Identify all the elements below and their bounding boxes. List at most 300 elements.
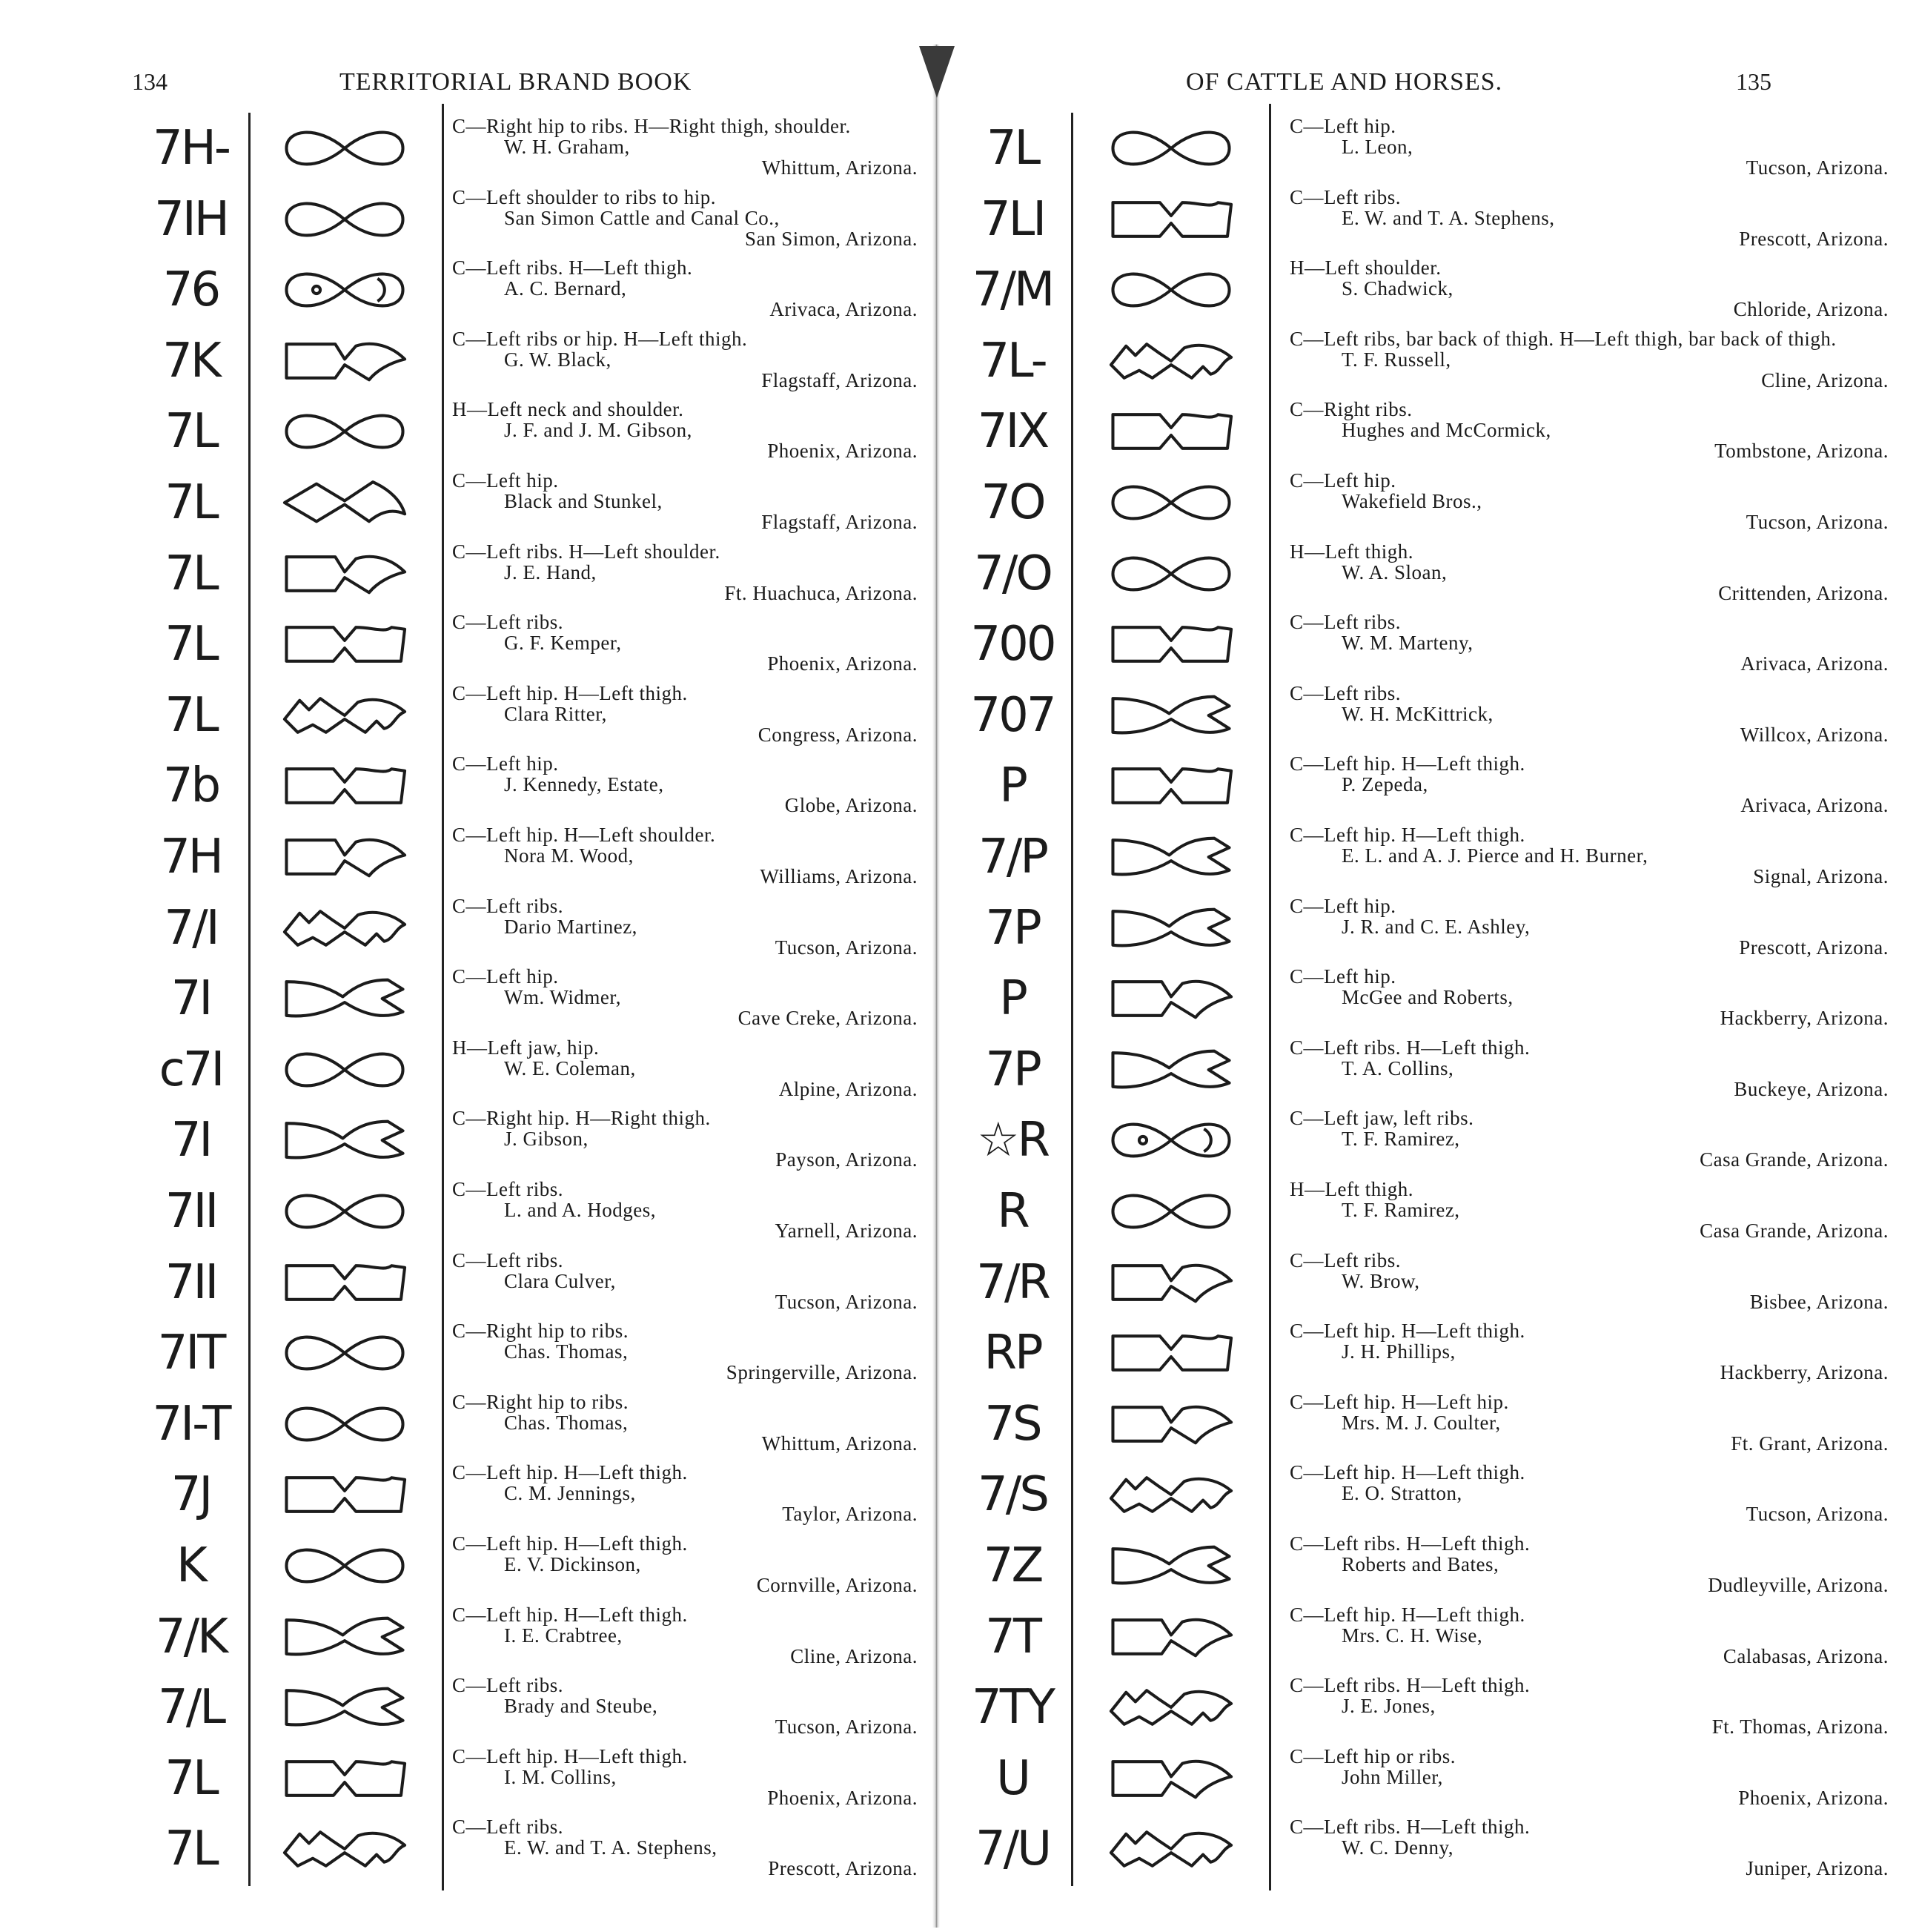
brand-entry	[934, 1813, 1916, 1885]
brand-description	[1290, 896, 1897, 958]
brand-description	[1290, 470, 1897, 532]
brand-letters: 7/K	[155, 1609, 227, 1664]
brand-owner: Chas. Thomas,	[504, 1411, 629, 1434]
brand-owner: Nora M. Wood,	[504, 844, 634, 867]
brand-entry	[0, 963, 934, 1034]
brand-mark-icon	[1075, 1176, 1267, 1247]
brand-place: Tucson, Arizona.	[1746, 511, 1889, 533]
brand-description	[452, 541, 926, 603]
brand-entry	[934, 184, 1916, 255]
brand-mark-icon	[1075, 821, 1267, 893]
brand-mark-icon	[1075, 1672, 1267, 1743]
brand-letters: 7/U	[975, 1822, 1050, 1877]
brand-entry	[934, 609, 1916, 680]
brand-description	[452, 753, 926, 816]
brand-entry	[934, 963, 1916, 1034]
brand-letters: 7T	[985, 1609, 1040, 1664]
brand-location-desc: C—Left hip. H—Left thigh.	[1290, 1461, 1525, 1484]
brand-location-desc: C—Left hip. H—Left hip.	[1290, 1390, 1509, 1413]
brand-place: Payson, Arizona.	[775, 1148, 918, 1171]
brand-mark-icon	[252, 1459, 437, 1530]
brand-owner: Wm. Widmer,	[504, 986, 622, 1009]
brand-place: Arivaca, Arizona.	[1740, 652, 1889, 675]
brand-owner: W. M. Marteny,	[1342, 632, 1474, 655]
brand-letters: 7/O	[974, 546, 1051, 601]
brand-entry	[0, 609, 934, 680]
brand-entry	[934, 1247, 1916, 1318]
brand-letters: 7L	[165, 475, 217, 530]
brand-letters: 7TY	[972, 1680, 1053, 1736]
brand-place: Arivaca, Arizona.	[769, 298, 918, 321]
brand-owner: A. C. Bernard,	[504, 277, 627, 300]
brand-description	[1290, 753, 1897, 816]
brand-owner: I. E. Crabtree,	[504, 1624, 623, 1647]
brand-location-desc: C—Right ribs.	[1290, 398, 1413, 421]
brand-mark-icon	[252, 1601, 437, 1673]
brand-owner: Brady and Steube,	[504, 1695, 658, 1718]
brand-place: Signal, Arizona.	[1753, 865, 1889, 887]
brand-letters: 700	[970, 617, 1055, 672]
brand-owner: E. O. Stratton,	[1342, 1482, 1462, 1505]
brand-entry	[0, 1389, 934, 1460]
brand-mark-icon	[252, 396, 437, 467]
brand-mark-icon	[1075, 467, 1267, 538]
brand-letters: 7/L	[158, 1680, 224, 1736]
brand-place: Prescott, Arizona.	[768, 1857, 918, 1880]
brand-location-desc: H—Left thigh.	[1290, 1178, 1413, 1200]
brand-location-desc: C—Left ribs.	[1290, 1248, 1401, 1271]
brand-mark-icon	[252, 963, 437, 1034]
brand-place: Willcox, Arizona.	[1740, 723, 1889, 746]
brand-location-desc: C—Left ribs, bar back of thigh. H—Left thigh, bar back of thigh.	[1290, 327, 1837, 350]
brand-location-desc: C—Left ribs.	[1290, 611, 1401, 634]
brand-location-desc: C—Left hip. H—Left shoulder.	[452, 824, 716, 846]
brand-place: Cline, Arizona.	[1761, 368, 1889, 391]
brand-mark-icon	[1075, 750, 1267, 821]
brand-owner: E. V. Dickinson,	[504, 1553, 641, 1575]
brand-letters: ☆R	[977, 1113, 1048, 1168]
brand-owner: Dario Martinez,	[504, 915, 637, 938]
brand-mark-icon	[252, 893, 437, 964]
brand-owner: Hughes and McCormick,	[1342, 419, 1551, 442]
brand-owner: J. Gibson,	[504, 1128, 589, 1151]
brand-place: Phoenix, Arizona.	[767, 1786, 918, 1809]
brand-place: Crittenden, Arizona.	[1718, 581, 1889, 604]
brand-mark-icon	[1075, 184, 1267, 255]
brand-location-desc: C—Left ribs or hip. H—Left thigh.	[452, 327, 748, 350]
brand-description	[1290, 1462, 1897, 1524]
brand-mark-icon	[1075, 1813, 1267, 1885]
brand-place: Bisbee, Arizona.	[1749, 1290, 1889, 1313]
brand-location-desc: C—Left ribs. H—Left thigh.	[1290, 1532, 1531, 1555]
brand-description	[1290, 1533, 1897, 1595]
brand-letters: 7Z	[983, 1538, 1042, 1593]
brand-description	[452, 683, 926, 745]
brand-description	[452, 896, 926, 958]
left-page-number: 134	[132, 68, 168, 95]
brand-mark-icon	[252, 538, 437, 609]
brand-owner: J. Kennedy, Estate,	[504, 773, 664, 796]
brand-location-desc: C—Left ribs. H—Left thigh.	[1290, 1036, 1531, 1059]
brand-mark-icon	[252, 680, 437, 751]
brand-owner: Roberts and Bates,	[1342, 1553, 1499, 1575]
brand-entry	[934, 254, 1916, 325]
brand-description	[1290, 612, 1897, 674]
brand-description	[1290, 824, 1897, 887]
brand-place: Calabasas, Arizona.	[1723, 1644, 1889, 1667]
brand-place: Cline, Arizona.	[790, 1644, 918, 1667]
brand-owner: Chas. Thomas,	[504, 1340, 629, 1363]
brand-entry	[0, 396, 934, 467]
brand-location-desc: C—Left hip.	[1290, 115, 1396, 137]
brand-location-desc: C—Left jaw, left ribs.	[1290, 1107, 1474, 1130]
brand-entry	[0, 893, 934, 964]
brand-location-desc: C—Right hip to ribs.	[452, 1320, 629, 1343]
brand-mark-icon	[1075, 680, 1267, 751]
brand-location-desc: C—Left ribs.	[452, 1248, 563, 1271]
brand-description	[1290, 1250, 1897, 1312]
brand-letters: 7/S	[978, 1467, 1047, 1523]
brand-place: Tucson, Arizona.	[775, 1290, 918, 1313]
brand-mark-icon	[252, 1176, 437, 1247]
brand-mark-icon	[1075, 113, 1267, 184]
brand-entry	[934, 1459, 1916, 1530]
brand-description	[452, 1179, 926, 1241]
brand-place: Globe, Arizona.	[784, 794, 918, 817]
brand-entry	[934, 1672, 1916, 1743]
brand-description	[1290, 541, 1897, 603]
brand-owner: W. C. Denny,	[1342, 1836, 1453, 1859]
brand-description	[452, 1462, 926, 1524]
brand-description	[1290, 966, 1897, 1028]
brand-entry	[0, 184, 934, 255]
brand-letters: 7/I	[164, 900, 218, 956]
brand-description	[452, 612, 926, 674]
brand-letters: K	[176, 1538, 205, 1593]
brand-owner: G. W. Black,	[504, 348, 611, 371]
brand-description	[1290, 1392, 1897, 1454]
brand-place: Tucson, Arizona.	[1746, 1503, 1889, 1526]
brand-description	[452, 1816, 926, 1879]
brand-location-desc: C—Left ribs.	[452, 1674, 563, 1697]
brand-location-desc: H—Left shoulder.	[1290, 257, 1442, 279]
brand-entry	[0, 1105, 934, 1176]
brand-description	[1290, 187, 1897, 249]
brand-letters: 7I	[170, 971, 211, 1027]
brand-place: Whittum, Arizona.	[761, 156, 918, 179]
brand-letters: R	[997, 1184, 1028, 1239]
brand-description	[452, 1037, 926, 1099]
brand-location-desc: C—Left ribs.	[1290, 681, 1401, 704]
brand-mark-icon	[1075, 1601, 1267, 1673]
brand-location-desc: C—Left ribs. H—Left shoulder.	[452, 540, 720, 563]
brand-owner: San Simon Cattle and Canal Co.,	[504, 206, 780, 229]
brand-entry	[934, 1601, 1916, 1673]
brand-mark-icon	[252, 254, 437, 325]
brand-entry	[0, 325, 934, 397]
brand-owner: J. E. Jones,	[1342, 1695, 1436, 1718]
brand-mark-icon	[1075, 1317, 1267, 1389]
brand-mark-icon	[1075, 1743, 1267, 1814]
brand-location-desc: C—Left hip. H—Left thigh.	[452, 681, 688, 704]
brand-owner: Black and Stunkel,	[504, 490, 663, 512]
brand-owner: T. A. Collins,	[1342, 1056, 1454, 1079]
brand-place: Hackberry, Arizona.	[1720, 1361, 1889, 1384]
brand-mark-icon	[252, 1034, 437, 1105]
left-page	[0, 0, 934, 1932]
brand-place: Tucson, Arizona.	[1746, 156, 1889, 179]
brand-location-desc: C—Left hip. H—Left thigh.	[452, 1532, 688, 1555]
brand-letters: 7L	[165, 1822, 217, 1877]
brand-place: Juniper, Arizona.	[1746, 1857, 1889, 1880]
brand-mark-icon	[1075, 963, 1267, 1034]
brand-mark-icon	[252, 1530, 437, 1601]
brand-location-desc: C—Left hip.	[1290, 469, 1396, 492]
brand-location-desc: C—Right hip to ribs.	[452, 1390, 629, 1413]
brand-place: Yarnell, Arizona.	[775, 1220, 918, 1242]
brand-letters: 7II	[165, 1184, 217, 1239]
brand-owner: J. R. and C. E. Ashley,	[1342, 915, 1531, 938]
brand-entry	[0, 538, 934, 609]
brand-location-desc: C—Left hip. H—Left thigh.	[452, 1744, 688, 1767]
brand-letters: 7IH	[154, 191, 228, 247]
brand-place: Alpine, Arizona.	[778, 1077, 918, 1100]
brand-description	[452, 1604, 926, 1667]
brand-mark-icon	[1075, 893, 1267, 964]
brand-description	[1290, 257, 1897, 320]
brand-owner: W. H. Graham,	[504, 136, 630, 158]
brand-owner: J. E. Hand,	[504, 560, 597, 583]
brand-owner: E. W. and T. A. Stephens,	[1342, 206, 1555, 229]
brand-mark-icon	[252, 750, 437, 821]
brand-letters: 7L	[165, 404, 217, 460]
left-page-header: TERRITORIAL BRAND BOOK	[339, 68, 692, 96]
brand-entry	[934, 1176, 1916, 1247]
brand-mark-icon	[1075, 396, 1267, 467]
brand-entry	[934, 467, 1916, 538]
brand-description	[452, 257, 926, 320]
brand-letters: P	[999, 758, 1026, 814]
brand-entry	[934, 1530, 1916, 1601]
brand-mark-icon	[1075, 1247, 1267, 1318]
brand-letters: 7I	[170, 1113, 211, 1168]
right-page	[934, 0, 1916, 1932]
brand-entry	[0, 680, 934, 751]
brand-letters: 7I-T	[152, 1396, 230, 1452]
brand-description	[452, 399, 926, 461]
brand-mark-icon	[1075, 1389, 1267, 1460]
brand-place: Flagstaff, Arizona.	[761, 368, 918, 391]
brand-owner: J. H. Phillips,	[1342, 1340, 1456, 1363]
brand-letters: U	[996, 1750, 1029, 1806]
brand-location-desc: C—Left hip.	[452, 965, 559, 988]
brand-place: Prescott, Arizona.	[1739, 227, 1889, 250]
brand-description	[452, 328, 926, 391]
brand-mark-icon	[252, 1743, 437, 1814]
brand-description	[452, 116, 926, 178]
brand-letters: 7/R	[976, 1254, 1049, 1310]
brand-location-desc: C—Left hip. H—Left thigh.	[452, 1603, 688, 1626]
brand-entry	[934, 538, 1916, 609]
brand-location-desc: C—Left hip.	[452, 752, 559, 775]
brand-description	[1290, 1675, 1897, 1737]
brand-letters: 7LI	[980, 191, 1045, 247]
brand-letters: 7K	[162, 333, 219, 388]
brand-mark-icon	[252, 184, 437, 255]
brand-letters: RP	[984, 1326, 1041, 1381]
brand-owner: John Miller,	[1342, 1765, 1443, 1788]
brand-entry	[934, 325, 1916, 397]
brand-letters: 7H	[160, 830, 222, 884]
brand-description	[452, 1320, 926, 1383]
brand-mark-icon	[252, 1317, 437, 1389]
brand-entry	[0, 821, 934, 893]
brand-mark-icon	[1075, 1459, 1267, 1530]
brand-entry	[0, 113, 934, 184]
brand-entry	[0, 1743, 934, 1814]
brand-location-desc: C—Left hip. H—Left thigh.	[1290, 752, 1525, 775]
brand-owner: McGee and Roberts,	[1342, 986, 1514, 1009]
brand-mark-icon	[1075, 1530, 1267, 1601]
brand-letters: 7O	[981, 475, 1044, 530]
brand-owner: W. A. Sloan,	[1342, 560, 1448, 583]
brand-mark-icon	[252, 1389, 437, 1460]
brand-place: Casa Grande, Arizona.	[1700, 1148, 1889, 1171]
brand-place: Tombstone, Arizona.	[1714, 440, 1889, 463]
brand-location-desc: C—Left ribs.	[452, 894, 563, 917]
brand-entry	[934, 750, 1916, 821]
brand-entry	[0, 467, 934, 538]
brand-description	[452, 1746, 926, 1808]
brand-location-desc: C—Left hip or ribs.	[1290, 1744, 1456, 1767]
brand-owner: T. F. Ramirez,	[1342, 1199, 1460, 1221]
brand-owner: L. and A. Hodges,	[504, 1199, 656, 1221]
brand-place: Cave Creke, Arizona.	[737, 1007, 918, 1030]
brand-location-desc: C—Left ribs. H—Left thigh.	[452, 257, 693, 279]
brand-location-desc: C—Left ribs.	[452, 1178, 563, 1200]
brand-owner: E. W. and T. A. Stephens,	[504, 1836, 717, 1859]
brand-location-desc: C—Right hip. H—Right thigh.	[452, 1107, 711, 1130]
brand-entry	[934, 893, 1916, 964]
brand-letters: 7L	[165, 687, 217, 743]
brand-owner: P. Zepeda,	[1342, 773, 1428, 796]
brand-letters: 7b	[162, 758, 219, 814]
brand-description	[1290, 328, 1897, 391]
brand-letters: 7L	[165, 546, 217, 601]
brand-letters: 7L	[165, 617, 217, 672]
brand-entry	[0, 1247, 934, 1318]
brand-location-desc: C—Left ribs.	[452, 1816, 563, 1839]
brand-mark-icon	[252, 609, 437, 680]
brand-mark-icon	[1075, 1034, 1267, 1105]
brand-place: Williams, Arizona.	[760, 865, 918, 887]
brand-entry	[0, 254, 934, 325]
brand-place: Chloride, Arizona.	[1733, 298, 1889, 321]
brand-mark-icon	[252, 1813, 437, 1885]
brand-location-desc: C—Left hip. H—Left thigh.	[1290, 1320, 1525, 1343]
brand-description	[452, 1108, 926, 1170]
brand-description	[1290, 116, 1897, 178]
brand-entry	[0, 1459, 934, 1530]
brand-mark-icon	[252, 325, 437, 397]
brand-description	[1290, 683, 1897, 745]
brand-entry	[934, 1034, 1916, 1105]
brand-location-desc: C—Left hip. H—Left thigh.	[452, 1461, 688, 1484]
brand-letters: P	[999, 971, 1026, 1027]
brand-place: Flagstaff, Arizona.	[761, 511, 918, 533]
right-page-number: 135	[1736, 68, 1771, 95]
brand-place: Prescott, Arizona.	[1739, 936, 1889, 959]
brand-letters: 7IX	[977, 404, 1048, 460]
brand-owner: T. F. Russell,	[1342, 348, 1451, 371]
brand-location-desc: C—Left hip.	[1290, 894, 1396, 917]
brand-description	[1290, 1604, 1897, 1667]
brand-letters: 7J	[170, 1467, 211, 1523]
brand-description	[452, 824, 926, 887]
brand-place: Tucson, Arizona.	[775, 936, 918, 959]
brand-owner: E. L. and A. J. Pierce and H. Burner,	[1342, 844, 1648, 867]
brand-place: Hackberry, Arizona.	[1720, 1007, 1889, 1030]
brand-letters: 76	[162, 262, 219, 318]
brand-place: Taylor, Arizona.	[782, 1503, 918, 1526]
brand-letters: c7I	[159, 1042, 223, 1097]
brand-owner: W. E. Coleman,	[504, 1056, 636, 1079]
brand-owner: Mrs. C. H. Wise,	[1342, 1624, 1483, 1647]
brand-location-desc: C—Left hip.	[452, 469, 559, 492]
brand-letters: 707	[970, 687, 1055, 743]
brand-description	[452, 470, 926, 532]
brand-place: Phoenix, Arizona.	[767, 652, 918, 675]
brand-entry	[934, 1743, 1916, 1814]
brand-place: Phoenix, Arizona.	[1738, 1786, 1889, 1809]
brand-location-desc: H—Left neck and shoulder.	[452, 398, 684, 421]
brand-place: Casa Grande, Arizona.	[1700, 1220, 1889, 1242]
brand-letters: 7P	[985, 1042, 1040, 1097]
brand-location-desc: C—Left hip. H—Left thigh.	[1290, 1603, 1525, 1626]
brand-location-desc: C—Left shoulder to ribs to hip.	[452, 185, 716, 208]
brand-mark-icon	[1075, 538, 1267, 609]
brand-owner: T. F. Ramirez,	[1342, 1128, 1460, 1151]
brand-description	[1290, 1108, 1897, 1170]
brand-location-desc: H—Left jaw, hip.	[452, 1036, 600, 1059]
brand-location-desc: C—Right hip to ribs. H—Right thigh, shoulder.	[452, 115, 851, 137]
brand-mark-icon	[1075, 1105, 1267, 1176]
brand-place: Ft. Thomas, Arizona.	[1711, 1716, 1889, 1739]
brand-owner: G. F. Kemper,	[504, 632, 622, 655]
brand-place: San Simon, Arizona.	[745, 227, 918, 250]
brand-description	[452, 187, 926, 249]
brand-description	[1290, 1320, 1897, 1383]
brand-owner: Clara Ritter,	[504, 702, 607, 725]
brand-place: Congress, Arizona.	[758, 723, 918, 746]
brand-owner: Clara Culver,	[504, 1269, 616, 1292]
brand-location-desc: C—Left ribs. H—Left thigh.	[1290, 1674, 1531, 1697]
brand-mark-icon	[1075, 254, 1267, 325]
brand-letters: 7S	[984, 1396, 1041, 1452]
brand-owner: L. Leon,	[1342, 136, 1413, 158]
brand-location-desc: C—Left ribs. H—Left thigh.	[1290, 1816, 1531, 1839]
brand-letters: 7L	[986, 121, 1039, 176]
brand-entry	[934, 821, 1916, 893]
brand-owner: W. Brow,	[1342, 1269, 1420, 1292]
brand-place: Ft. Grant, Arizona.	[1731, 1432, 1889, 1455]
brand-entry	[0, 1672, 934, 1743]
brand-description	[452, 1533, 926, 1595]
brand-letters: 7P	[985, 900, 1040, 956]
brand-entry	[0, 1813, 934, 1885]
brand-owner: I. M. Collins,	[504, 1765, 617, 1788]
brand-description	[1290, 1037, 1897, 1099]
